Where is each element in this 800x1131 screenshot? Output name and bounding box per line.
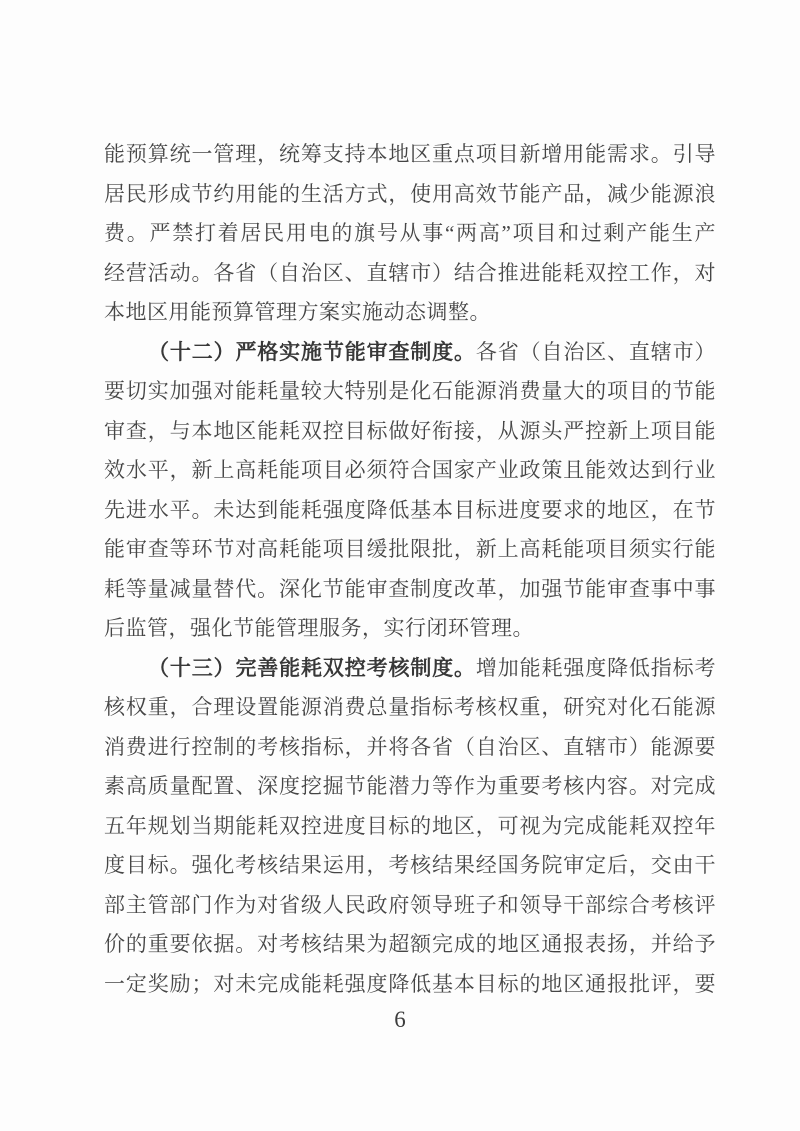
- text-line: 先进水平。未达到能耗强度降低基本目标进度要求的地区，在节: [104, 497, 716, 522]
- paragraph-heading: （十三）完善能耗双控考核制度。: [148, 655, 476, 680]
- text-line: 能预算统一管理，统筹支持本地区重点项目新增用能需求。引导: [104, 142, 716, 166]
- paragraph-continuation: [104, 135, 716, 333]
- line-text: 各省（自治区、直辖市）: [475, 339, 716, 364]
- text-line: 本地区用能预算管理方案实施动态调整。: [104, 300, 491, 324]
- text-line: 居民形成节约用能的生活方式，使用高效节能产品，减少能源浪: [104, 181, 716, 206]
- text-block: [104, 135, 716, 1004]
- text-line: 经营活动。各省（自治区、直辖市）结合推进能耗双控工作，对: [104, 260, 716, 285]
- text-line: 后监管，强化节能管理服务，实行闭环管理。: [104, 616, 534, 640]
- text-line: 消费进行控制的考核指标，并将各省（自治区、直辖市）能源要: [104, 734, 716, 759]
- text-line: 五年规划当期能耗双控进度目标的地区，可视为完成能耗双控年: [104, 813, 716, 838]
- paragraph-item-12: [104, 333, 716, 649]
- text-line: 费。严禁打着居民用电的旗号从事“两高”项目和过剩产能生产: [104, 221, 716, 245]
- line-text: 增加能耗强度降低指标考: [475, 655, 716, 680]
- paragraph-item-13: [104, 649, 716, 1005]
- paragraph-heading: （十二）严格实施节能审查制度。: [148, 339, 476, 364]
- text-line: 能审查等环节对高耗能项目缓批限批，新上高耗能项目须实行能: [104, 537, 716, 561]
- text-line: 部主管部门作为对省级人民政府领导班子和领导干部综合考核评: [104, 892, 716, 917]
- text-line: 核权重，合理设置能源消费总量指标考核权重，研究对化石能源: [104, 695, 716, 719]
- text-line: 耗等量减量替代。深化节能审查制度改革，加强节能审查事中事: [104, 576, 716, 601]
- text-line: 价的重要依据。对考核结果为超额完成的地区通报表扬，并给予: [104, 932, 716, 956]
- text-line: 一定奖励；对未完成能耗强度降低基本目标的地区通报批评，要: [104, 971, 716, 996]
- text-line: [104, 333, 716, 373]
- page-number: 6: [394, 1007, 406, 1032]
- text-line: [104, 649, 716, 689]
- text-line: 素高质量配置、深度挖掘节能潜力等作为重要考核内容。对完成: [104, 774, 716, 798]
- text-line: 要切实加强对能耗量较大特别是化石能源消费量大的项目的节能: [104, 379, 716, 403]
- text-line: 审查，与本地区能耗双控目标做好衔接，从源头严控新上项目能: [104, 418, 716, 443]
- text-line: 效水平，新上高耗能项目必须符合国家产业政策且能效达到行业: [104, 458, 716, 482]
- text-line: 度目标。强化考核结果运用，考核结果经国务院审定后，交由干: [104, 853, 716, 877]
